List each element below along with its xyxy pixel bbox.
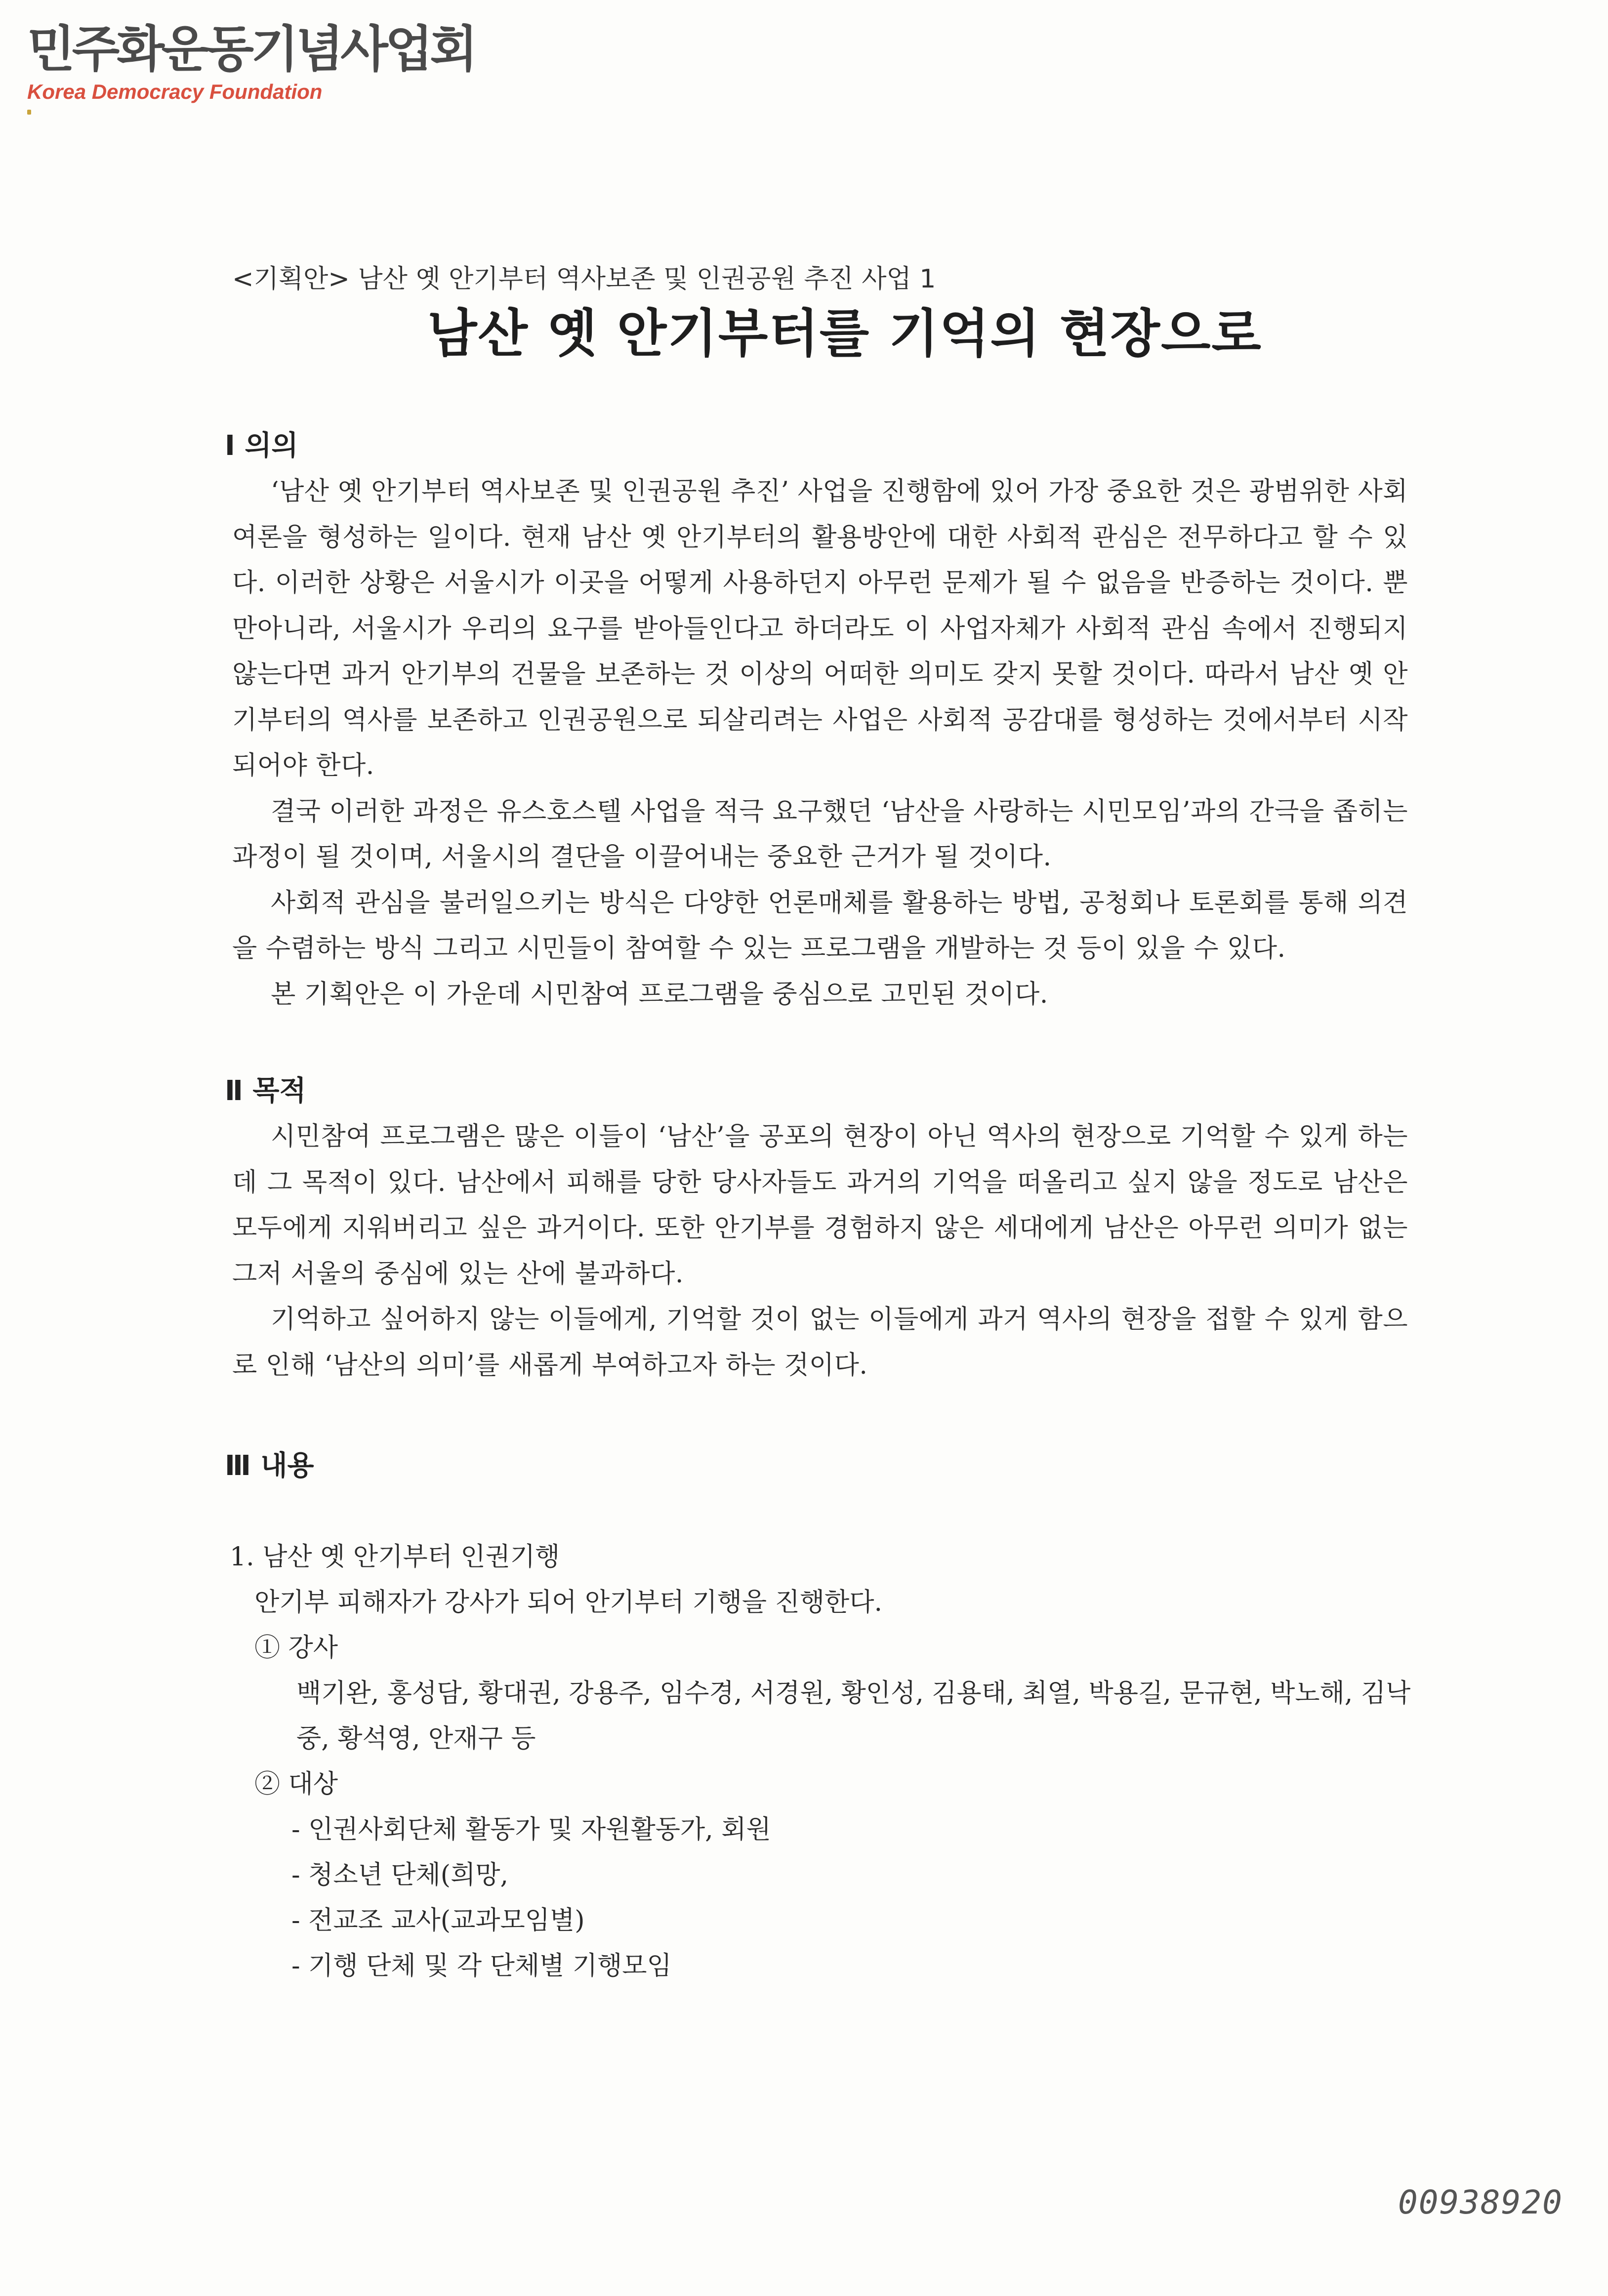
- targets-heading: ② 대상: [254, 1769, 338, 1799]
- archive-number: 00938920: [1398, 2183, 1563, 2221]
- logo-korean-text: 민주화운동기념사업회: [27, 20, 475, 78]
- item-description: 안기부 피해자가 강사가 되어 안기부터 기행을 진행한다.: [254, 1588, 883, 1617]
- logo-english-text: Korea Democracy Foundation: [27, 80, 323, 103]
- item-title: 1. 남산 옛 안기부터 인권기행: [230, 1542, 560, 1572]
- section-significance: [225, 423, 1408, 1017]
- paragraph: 시민참여 프로그램은 많은 이들이 ‘남산’을 공포의 현장이 아닌 역사의 현장으로 기억할 수 있게 하는데 그 목적이 있다. 남산에서 피해를 당한 당사자들도 과거의 기억을 떠올리고 싶지 않을 정도로 남산은 모두에게 지워버리고 싶은 과거이다. 또한 안기부를 경험하지 않은 세대에게 남산은 아무런 의미가 없는 그저 서울의 중심에 있는 산에 불과하다.: [232, 1122, 1408, 1289]
- paragraph: 결국 이러한 과정은 유스호스텔 사업을 적극 요구했던 ‘남산을 사랑하는 시민모임’과의 간극을 좁히는 과정이 될 것이며, 서울시의 결단을 이끌어내는 중요한 근거가 될 것이다.: [232, 796, 1408, 872]
- paragraph: 본 기획안은 이 가운데 시민참여 프로그램을 중심으로 고민된 것이다.: [271, 979, 1048, 1009]
- target-item: - 청소년 단체(희망,: [291, 1860, 509, 1890]
- section-heading: Ⅰ 의의: [225, 430, 298, 462]
- paragraph: 사회적 관심을 불러일으키는 방식은 다양한 언론매체를 활용하는 방법, 공청회나 토론회를 통해 의견을 수렴하는 방식 그리고 시민들이 참여할 수 있는 프로그램을 개발하는 것 등이 있을 수 있다.: [232, 888, 1408, 963]
- section-heading: Ⅱ 목적: [225, 1075, 306, 1107]
- section-heading: Ⅲ 내용: [225, 1450, 314, 1482]
- target-item: - 전교조 교사(교과모임별): [291, 1906, 585, 1935]
- instructors-heading: ① 강사: [254, 1633, 338, 1663]
- section-purpose: [225, 1068, 1408, 1388]
- scan-speck: [27, 110, 31, 115]
- document-body: [225, 259, 1411, 1989]
- plan-subtitle: <기획안> 남산 옛 안기부터 역사보존 및 인권공원 추진 사업 1: [232, 264, 936, 294]
- page-title: 남산 옛 안기부터를 기억의 현장으로: [427, 303, 1262, 364]
- section-content: [225, 1443, 1411, 1989]
- target-item: - 인권사회단체 활동가 및 자원활동가, 회원: [291, 1815, 771, 1845]
- target-item: - 기행 단체 및 각 단체별 기행모임: [291, 1951, 672, 1981]
- paragraph: 기억하고 싶어하지 않는 이들에게, 기억할 것이 없는 이들에게 과거 역사의 현장을 접할 수 있게 함으로 인해 ‘남산의 의미’를 새롭게 부여하고자 하는 것이다.: [232, 1305, 1408, 1380]
- foundation-logo: [27, 20, 475, 106]
- paragraph: ‘남산 옛 안기부터 역사보존 및 인권공원 추진’ 사업을 진행함에 있어 가장 중요한 것은 광범위한 사회여론을 형성하는 일이다. 현재 남산 옛 안기부터의 활용방안에 대한 사회적 관심은 전무하다고 할 수 있다. 이러한 상황은 서울시가 이곳을 어떻게 사용하던지 아무런 문제가 될 수 없음을 반증하는 것이다. 뿐만아니라, 서울시가 우리의 요구를 받아들인다고 하더라도 이 사업자체가 사회적 관심 속에서 진행되지 않는다면 과거 안기부의 건물을 보존하는 것 이상의 어떠한 의미도 갖지 못할 것이다. 따라서 남산 옛 안기부터의 역사를 보존하고 인권공원으로 되살리려는 사업은 사회적 공감대를 형성하는 것에서부터 시작되어야 한다.: [232, 477, 1408, 780]
- instructors-list: 백기완, 홍성담, 황대권, 강용주, 임수경, 서경원, 황인성, 김용태, 최열, 박용길, 문규현, 박노해, 김낙중, 황석영, 안재구 등: [296, 1679, 1411, 1754]
